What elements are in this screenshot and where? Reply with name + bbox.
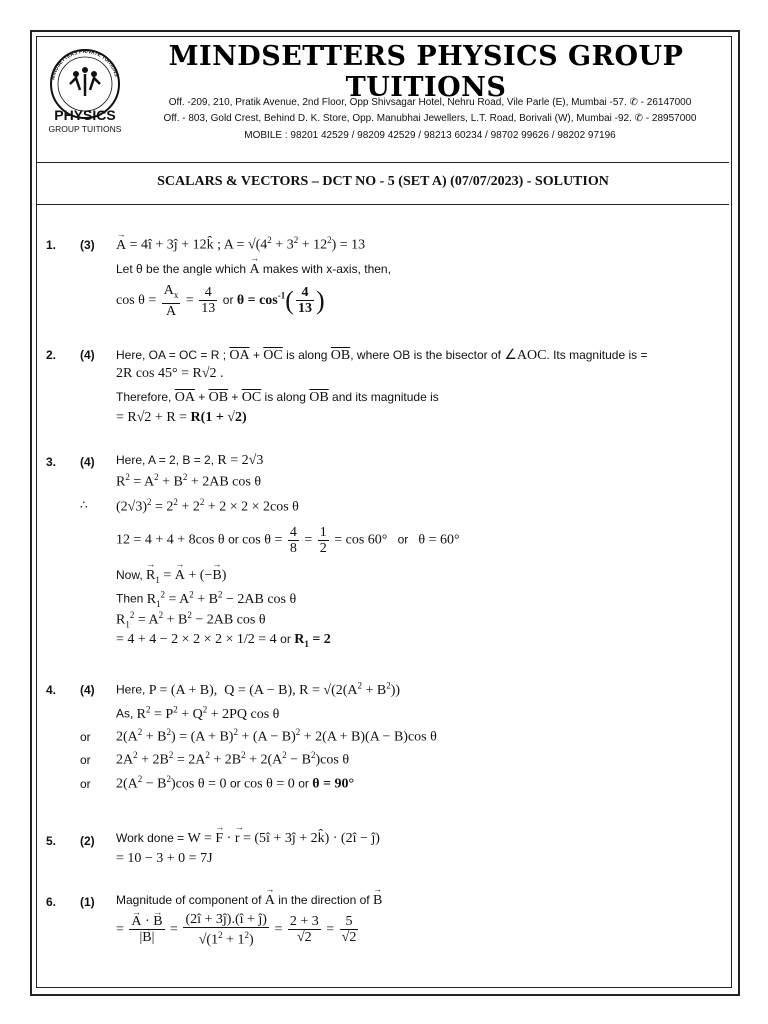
solution-line: $2A^2 + 2B^2 = 2A^2 + 2B^2 + 2(A^2 - B^2)\cos$ θ: [116, 750, 350, 768]
institute-name: MINDSETTERS PHYSICS GROUP TUITIONS: [168, 41, 684, 103]
answer-option: (2): [80, 834, 95, 848]
question-number: 4.: [46, 683, 57, 697]
answer-option: (4): [80, 348, 95, 362]
or-label: or: [80, 777, 91, 791]
or-label: or: [80, 730, 91, 744]
answer-option: (3): [80, 238, 95, 252]
solution-line: Magnitude of component of → A in the direction of → B: [116, 893, 382, 909]
solution-line: = → $\frac{A \cdot \to B}{|\to B|}$ = $\frac{(2î + 3ĵ).(î + ĵ)}{√(1^2 + 1^2)}$ = $\frac{2 + 3}{√2}$ = $\frac{5}{√2}$: [116, 912, 360, 948]
solution-line: $R_1^2 = A^2 + B^2 - 2AB$ cos θ: [116, 610, 266, 630]
address-line-1: Off. -209, 210, Pratik Avenue, 2nd Floor, Opp Shivsagar Hotel, Nehru Road, Vile Parle (E), Mumbai -57. ✆ - 26147000: [168, 97, 692, 108]
question-number: 5.: [46, 834, 57, 848]
solution-line: = R√2 + R = R(1 + √2): [116, 410, 247, 425]
question-number: 1.: [46, 238, 57, 252]
solution-line: 2R cos 45° = R√2 .: [116, 366, 224, 381]
answer-option: (1): [80, 895, 95, 909]
mobile-numbers: MOBILE : 98201 42529 / 98209 42529 / 98213 60234 / 98702 99626 / 98202 97196: [244, 130, 616, 141]
solution-line: cos θ = $\frac{A_x}{A}$ = $\frac{4}{13}$ or $\theta = \cos^{-1}$( $\frac{4}{13}$ ): [116, 283, 325, 319]
solution-line: Therefore, $\overline{OA} + \overline{OB} + \overline{OC}$ is along $\overline{OB}$ and its magnitude is: [116, 390, 439, 405]
institute-logo: [40, 44, 130, 136]
solution-line: Let θ be the angle which → A makes with x-axis, then,: [116, 262, 391, 278]
solution-line: = 4 + 4 − 2 × 2 × 2 × 1/2 = 4 or $R_1 = 2$: [116, 632, 331, 649]
title-divider: [37, 204, 729, 205]
solution-line: → A = 4î + 3ĵ + 12k̂ ; $A = √(4^2 + 3^2 + 12^2) = 13$: [116, 235, 365, 254]
solution-line: = 10 − 3 + 0 = 7J: [116, 851, 213, 866]
solution-line: Then $R_1^2 = A^2 + B^2 - 2AB$ cos θ: [116, 589, 297, 609]
answer-option: (4): [80, 455, 95, 469]
page-title: SCALARS & VECTORS – DCT NO - 5 (SET A) (07/07/2023) - SOLUTION: [157, 174, 609, 189]
question-number: 6.: [46, 895, 57, 909]
address-line-2: Off. - 803, Gold Crest, Behind D. K. Store, Opp. Manubhai Jewellers, L.T. Road, Borivali (W), Mumbai -92. ✆ - 28957000: [163, 113, 697, 124]
solution-line: Here, A = 2, B = 2, R = 2√3: [116, 453, 264, 468]
solution-line: As, $R^2 = P^2 + Q^2 + 2PQ$ cos θ: [116, 704, 280, 722]
question-number: 3.: [46, 455, 57, 469]
question-number: 2.: [46, 348, 57, 362]
svg-text:MINDSETTERS PRIVATE TUITIONS: MINDSETTERS PRIVATE TUITIONS: [50, 48, 120, 81]
solution-line: $R^2 = A^2 + B^2 + 2AB$ cos θ: [116, 472, 262, 490]
solution-line: $2(A^2 - B^2)\cos$ θ = 0 or cos θ = 0 or θ = 90°: [116, 774, 355, 792]
solution-line: Here, OA = OC = R ; $\overline{OA} + \overline{OC}$ is along $\overline{OB}$, where OB is the bisector of ∠AOC. Its magnitude is =: [116, 348, 648, 363]
solution-line: Work done = W = → F · → r = (5î + 3ĵ + 2k̂) · (2î − ĵ): [116, 831, 380, 847]
solution-line: 12 = 4 + 4 + 8cos θ or cos θ = $\frac{4}{8}$ = $\frac{1}{2}$ = cos 60° or θ = 60°: [116, 525, 460, 556]
solution-line: $2(A^2 + B^2) = (A + B)^2 + (A - B)^2 + 2(A + B)(A - B)\cos$ θ: [116, 727, 437, 745]
svg-text:GROUP TUITIONS: GROUP TUITIONS: [48, 124, 122, 134]
solution-line: Here, P = (A + B), Q = (A − B), $R = √(2(A^2 + B^2))$: [116, 680, 401, 698]
therefore-symbol: ∴: [80, 498, 88, 512]
solution-line: Now, → $R_1$ = → A + (−→ B): [116, 568, 226, 585]
answer-option: (4): [80, 683, 95, 697]
svg-text:PHYSICS: PHYSICS: [54, 107, 116, 123]
or-label: or: [80, 753, 91, 767]
solution-line: $(2√3)^2 = 2^2 + 2^2 + 2 \times 2 \times 2\cos$ θ: [116, 497, 299, 515]
header-divider: [37, 162, 729, 163]
